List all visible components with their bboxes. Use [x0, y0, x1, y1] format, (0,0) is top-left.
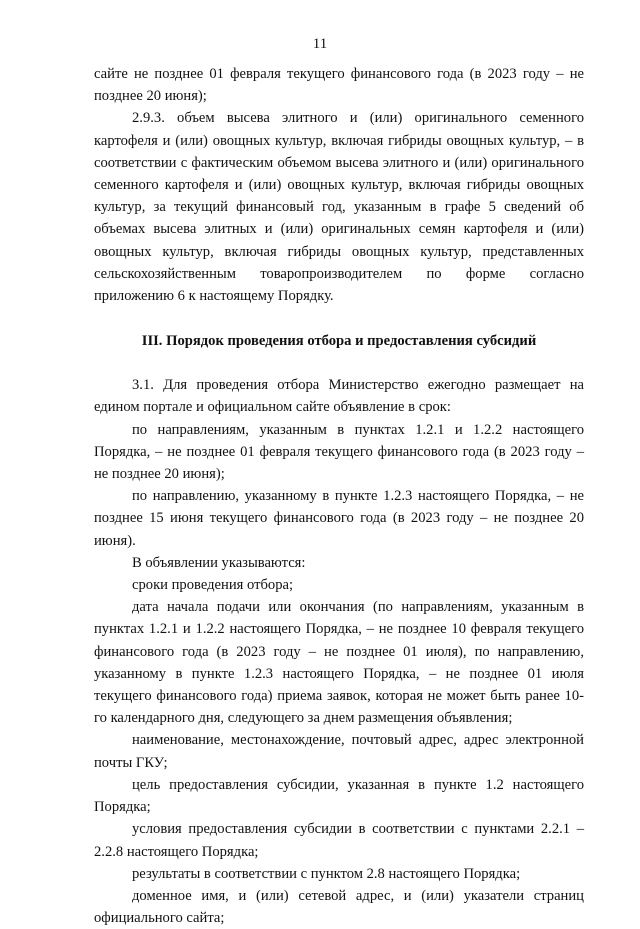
paragraph: результаты в соответствии с пунктом 2.8 настоящего Порядка;	[132, 865, 521, 882]
section-before-heading	[94, 63, 584, 307]
paragraph: дата начала подачи или окончания (по направлениям, указанным в пунктах 1.2.1 и 1.2.2 настоящего Порядка, – не позднее 10 февраля текущего финансового года (в 2023 году – не позднее 01 июля), по направлению, указанному в пункте 1.2.3 настоящего Порядка, – не позднее 01 июля текущего финансового года) приема заявок, которая не может быть ранее 10-го календарного дня, следующего за днем размещения объявления;	[94, 599, 584, 727]
paragraph: по направлению, указанному в пункте 1.2.3 настоящего Порядка, – не позднее 15 июня текущего финансового года (в 2023 году – не позднее 20 июня).	[94, 488, 584, 549]
paragraph: 2.9.3. объем высева элитного и (или) оригинального семенного картофеля и (или) овощных культур, включая гибриды овощных культур, – в соответствии с фактическим объемом высева элитного и (или) оригинального семенного картофеля и (или) овощных культур, включая гибриды овощных культур, за текущий финансовый год, указанным в графе 5 сведений об объемах высева элитных и (или) оригинальных семян картофеля и (или) овощных культур, включая гибриды овощных культур, представленных сельскохозяйственным товаропроизводителем по форме согласно приложению 6 к настоящему Порядку.	[94, 110, 584, 305]
paragraph: 3.1. Для проведения отбора Министерство ежегодно размещает на едином портале и официальном сайте объявление в срок:	[94, 377, 584, 416]
paragraph: доменное имя, и (или) сетевой адрес, и (или) указатели страниц официального сайта;	[94, 887, 584, 927]
paragraph: условия предоставления субсидии в соответствии с пунктами 2.2.1 – 2.2.8 настоящего Порядка;	[94, 821, 584, 860]
section-heading: III. Порядок проведения отбора и предоставления субсидий	[141, 333, 537, 350]
document-body	[94, 63, 584, 929]
paragraph: В объявлении указываются:	[132, 554, 306, 571]
paragraph: сроки проведения отбора;	[132, 577, 294, 594]
paragraph: по направлениям, указанным в пунктах 1.2.1 и 1.2.2 настоящего Порядка, – не позднее 01 февраля текущего финансового года (в 2023 году – не позднее 20 июня);	[94, 421, 584, 483]
section-after-heading	[94, 374, 584, 929]
paragraph: наименование, местонахождение, почтовый адрес, адрес электронной почты ГКУ;	[94, 732, 584, 771]
paragraph: сайте не позднее 01 февраля текущего финансового года (в 2023 году – не позднее 20 июня);	[94, 66, 584, 105]
paragraph: цель предоставления субсидии, указанная в пункте 1.2 настоящего Порядка;	[94, 776, 584, 816]
page-number: 11	[312, 36, 328, 52]
